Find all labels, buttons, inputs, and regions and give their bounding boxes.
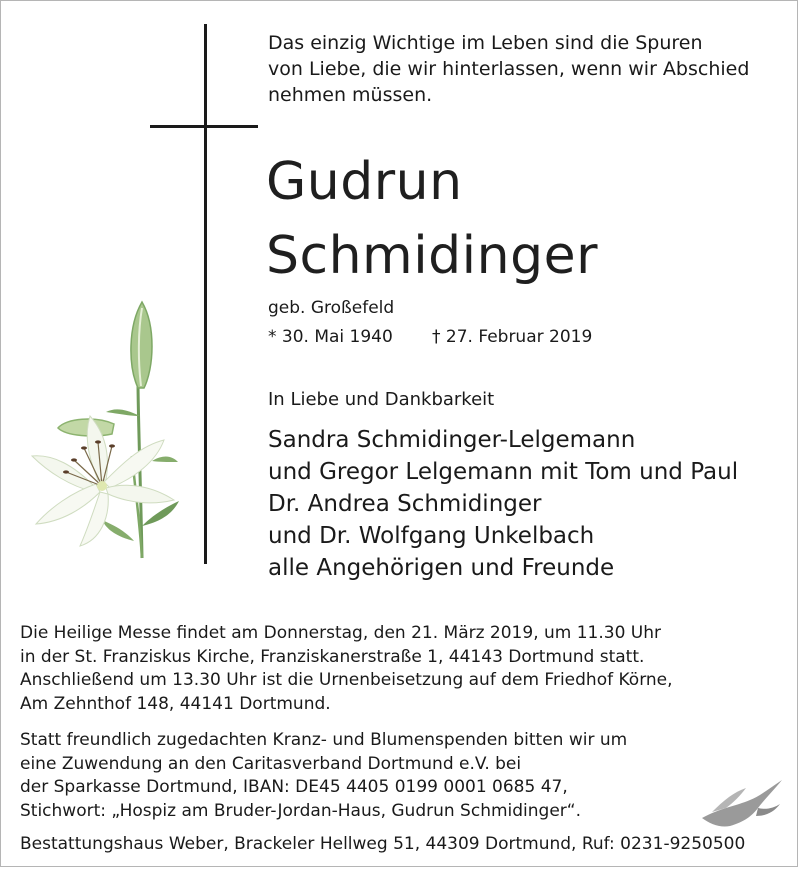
quote-line: Das einzig Wichtige im Leben sind die Spuren: [268, 32, 703, 54]
mourner-line: und Gregor Lelgemann mit Tom und Paul: [268, 459, 739, 485]
donation-details: [20, 729, 627, 823]
service-line: Anschließend um 13.30 Uhr ist die Urnenbeisetzung auf dem Friedhof Körne,: [20, 670, 673, 690]
cross-vertical-bar: [204, 24, 207, 564]
mourner-line: Dr. Andrea Schmidinger: [268, 491, 542, 517]
cross-horizontal-bar: [150, 125, 258, 128]
deceased-name: [266, 145, 598, 293]
mourners-list: [268, 424, 738, 584]
donation-line: eine Zuwendung an den Caritasverband Dortmund e.V. bei: [20, 753, 522, 774]
service-line: Am Zehnthof 148, 44141 Dortmund.: [20, 693, 331, 714]
gratitude-intro: In Liebe und Dankbarkeit: [268, 389, 495, 410]
quote-line: von Liebe, die wir hinterlassen, wenn wir Abschied: [268, 58, 750, 80]
donation-line: der Sparkasse Dortmund, IBAN: DE45 4405 0199 0001 0685 47,: [20, 777, 568, 797]
quote-line: nehmen müssen.: [268, 84, 433, 106]
lily-flower-icon: [14, 296, 184, 566]
mourner-line: Sandra Schmidinger-Lelgemann: [268, 427, 636, 453]
swallow-icon: [700, 778, 784, 830]
death-date: † 27. Februar 2019: [432, 327, 593, 347]
mourner-line: und Dr. Wolfgang Unkelbach: [268, 523, 595, 549]
donation-line: Stichwort: „Hospiz am Bruder-Jordan-Haus, Gudrun Schmidinger“.: [20, 800, 581, 821]
birth-date: * 30. Mai 1940: [268, 327, 393, 347]
first-name: Gudrun: [266, 152, 463, 212]
funeral-home-info: Bestattungshaus Weber, Brackeler Hellweg 51, 44309 Dortmund, Ruf: 0231-9250500: [20, 834, 746, 854]
mourner-line: alle Angehörigen und Freunde: [268, 555, 615, 581]
donation-line: Statt freundlich zugedachten Kranz- und Blumenspenden bitten wir um: [20, 730, 628, 750]
service-line: Die Heilige Messe findet am Donnerstag, den 21. März 2019, um 11.30 Uhr: [20, 623, 662, 643]
maiden-name: geb. Großefeld: [268, 298, 395, 318]
service-details: [20, 622, 673, 716]
service-line: in der St. Franziskus Kirche, Franziskanerstraße 1, 44143 Dortmund statt.: [20, 646, 645, 667]
quote-block: [268, 30, 788, 108]
last-name: Schmidinger: [266, 226, 598, 286]
